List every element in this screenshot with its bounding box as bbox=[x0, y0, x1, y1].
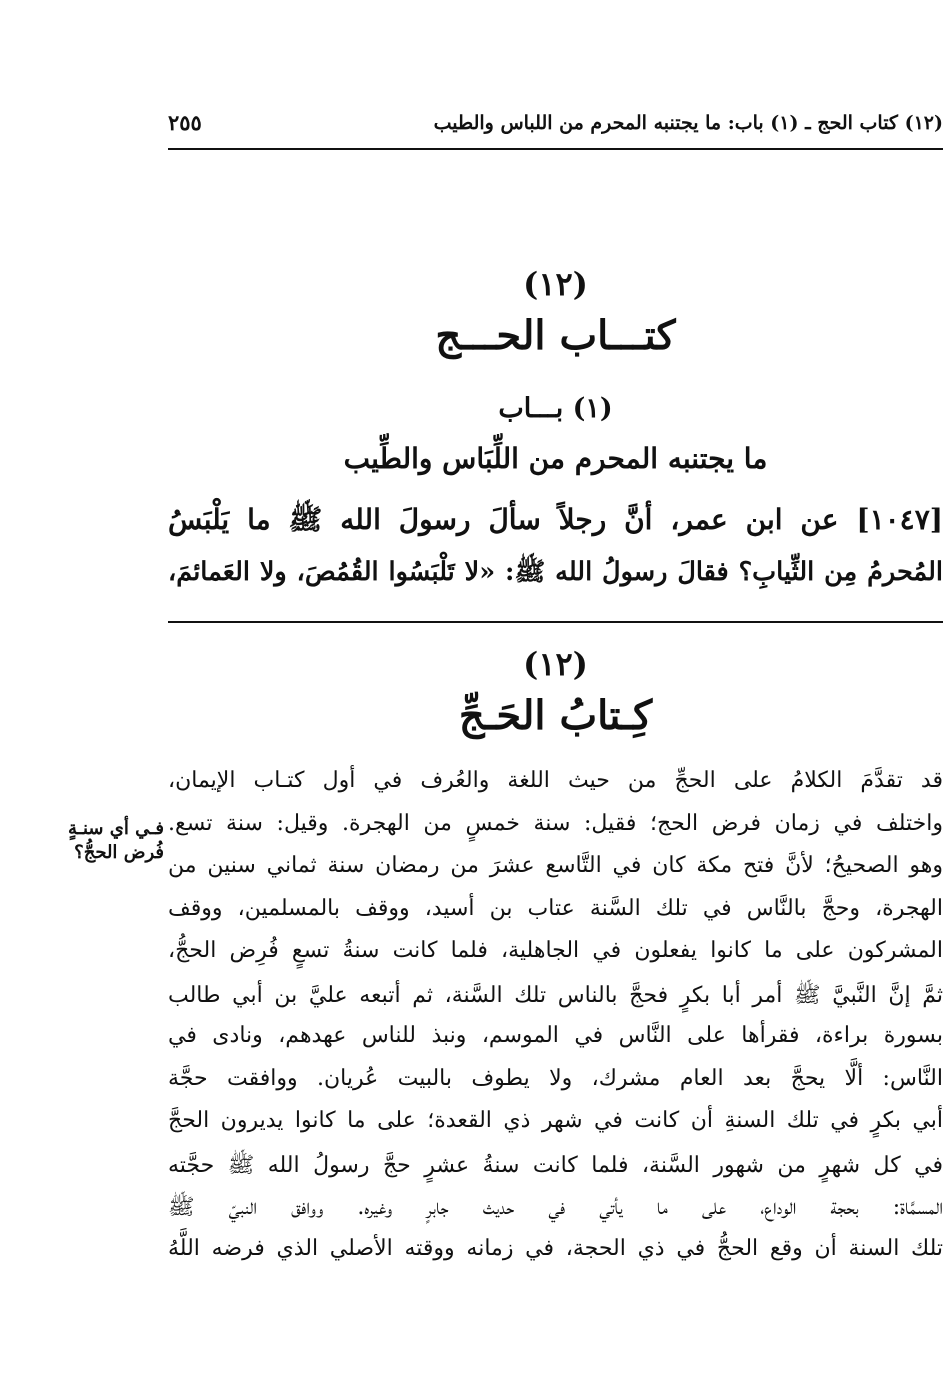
commentary-line: في كل شهرٍ من شهور السَّنة، فلما كانت سنةُ عشرٍ حجَّ رسولُ الله ﷺ حجَّته bbox=[168, 1153, 943, 1178]
header-divider bbox=[168, 148, 943, 150]
commentary-line: بسورة براءة، فقرأها على النَّاس في الموسم، ونبذ للناس عهدهم، ونادى في bbox=[168, 1023, 943, 1048]
commentary-line: النَّاس: ألَّا يحجَّ بعد العام مشرك، ولا يطوف بالبيت عُريان. ووافقت حجَّة bbox=[168, 1066, 943, 1091]
matn-book-number: (١٢) bbox=[523, 265, 588, 303]
hadith-line: [١٠٤٧] عن ابن عمر، أنَّ رجلاً سألَ رسولَ الله ﷺ ما يَلْبَسُ bbox=[168, 503, 943, 536]
commentary-line: واختلف في زمان فرض الحج؛ فقيل: سنة خمسٍ من الهجرة. وقيل: سنة تسع. bbox=[168, 811, 943, 836]
commentary-book-number: (١٢) bbox=[523, 645, 588, 683]
commentary-line: أبي بكرٍ في تلك السنةِ أن كانت في شهر ذي القعدة؛ على ما كانوا يديرون الحجَّ bbox=[168, 1108, 943, 1133]
matn-bab-label: (١) بـــاب bbox=[498, 393, 613, 424]
running-header bbox=[168, 106, 943, 136]
header-title: (١٢) كتاب الحج ـ (١) باب: ما يجتنبه المحرم من اللباس والطيب bbox=[433, 112, 943, 134]
commentary-line: تلك السنة أن وقع الحجُّ في ذي الحجة، في زمانه ووقته الأصلي الذي فرضه اللَّهُ bbox=[168, 1236, 943, 1261]
margin-note bbox=[14, 817, 164, 865]
section-divider bbox=[168, 621, 943, 623]
commentary-line: الهجرة، وحجَّ بالنَّاس في تلك السَّنة عتاب بن أسيد، ووقف بالمسلمين، ووقف bbox=[168, 896, 943, 921]
matn-bab-title: ما يجتنبه المحرم من اللِّبَاس والطِّيب bbox=[343, 442, 768, 475]
matn-book-title: كتـــاب الحـــج bbox=[435, 312, 676, 359]
hadith-line: المُحرمُ مِن الثِّيابِ؟ فقالَ رسولُ الله ﷺ: «لا تَلْبَسُوا القُمُصَ، ولا العَمائمَ، bbox=[168, 557, 943, 587]
commentary-line: قد تقدَّمَ الكلامُ على الحجِّ من حيث اللغة والعُرف في أول كتـاب الإيمان، bbox=[168, 768, 943, 793]
commentary-line: المسمَّاة: بحجة الوداع، على ما يأتي في حديث جابرٍ وغيره. ووافق النبيّ ﷺ bbox=[168, 1195, 943, 1220]
commentary-line: وهو الصحيحُ؛ لأنَّ فتح مكة كان في التَّاسع عشرَ من رمضان سنة ثماني سنين من bbox=[168, 853, 943, 878]
commentary-book-title: كِـتابُ الحَـجِّ bbox=[458, 692, 653, 739]
margin-note-line: فـي أي سنـةٍ bbox=[68, 818, 164, 839]
commentary-line: ثمَّ إنَّ النَّبيَّ ﷺ أمر أبا بكرٍ فحجَّ بالناس تلك السَّنة، ثم أتبعه عليَّ بن أبي طالب bbox=[168, 983, 943, 1008]
page-number: ٢٥٥ bbox=[168, 110, 202, 135]
margin-note-line: فُرض الحجُّ؟ bbox=[74, 842, 164, 863]
commentary-line: المشركون على ما كانوا يفعلون في الجاهلية، فلما كانت سنةُ تسعٍ فُرِض الحجُّ، bbox=[168, 938, 943, 963]
